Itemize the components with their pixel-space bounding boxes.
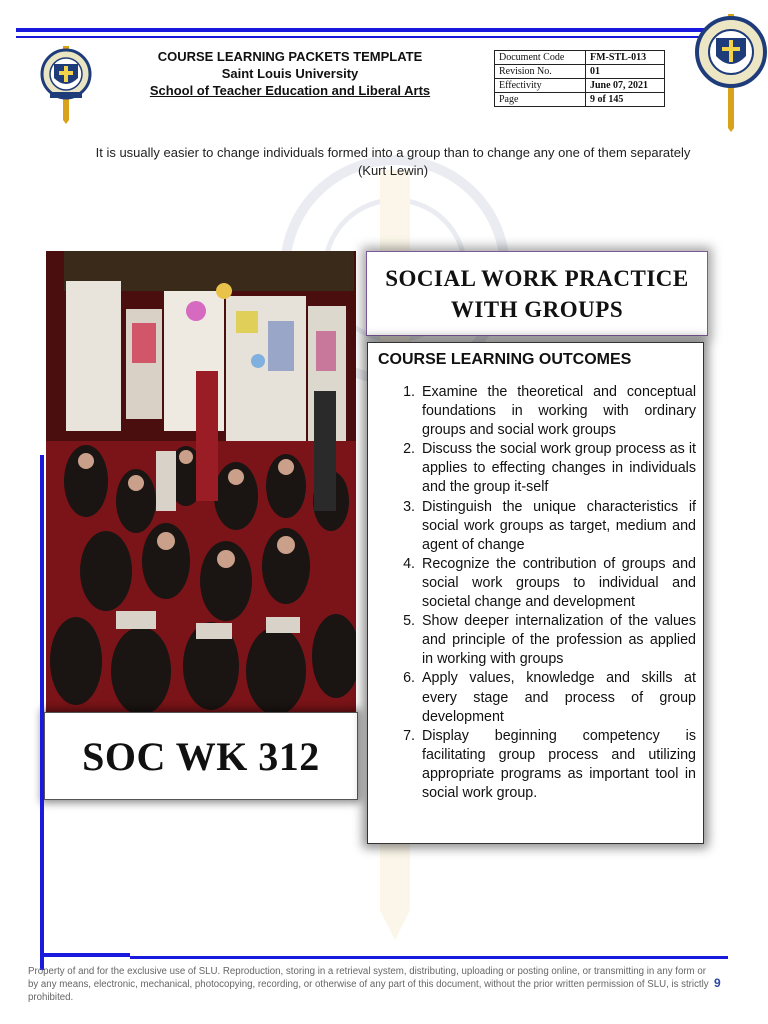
doc-info-row [495,51,665,65]
outcome-number: 1. [403,384,415,400]
outcome-text: Apply values, knowledge and skills at every stage and process of group development [422,670,696,725]
department-name: School of Teacher Education and Liberal Arts [149,83,431,98]
doc-info-label: Page [495,93,586,107]
outcome-item [376,440,696,497]
doc-info-value: FM-STL-013 [586,51,665,65]
doc-info-value: 9 of 145 [586,93,665,107]
outcome-number: 6. [403,670,415,687]
university-name: Saint Louis University [221,66,359,81]
group-session-photo [46,251,356,719]
outcome-text: Distinguish the unique characteristics if social work groups as target, medium and agent of change [422,498,696,553]
doc-info-label: Revision No. [495,65,586,79]
outcome-text: Recognize the contribution of groups and social work groups to individual and societal change and development [422,555,696,611]
slu-seal-icon [694,10,768,132]
doc-info-value: 01 [586,65,665,79]
outcome-item [376,612,696,669]
outcome-number: 4. [403,555,415,572]
course-title-line: SOCIAL WORK PRACTICE [385,265,689,291]
doc-info-value: June 07, 2021 [586,79,665,93]
page-number: 9 [714,976,721,990]
left-accent-bar [40,455,44,970]
doc-info-row [495,93,665,107]
course-code-box [44,712,358,800]
doc-info-label: Document Code [495,51,586,65]
learning-outcomes-box [367,342,704,844]
slu-crest-icon [36,44,96,124]
outcome-number: 3. [403,498,415,515]
outcome-item [376,555,696,612]
doc-info-row [495,65,665,79]
outcome-text: Display beginning competency is facilitating group process and utilizing appropriate programs as important tool in social work group. [422,727,696,801]
header-text-block [120,48,460,99]
outcome-number: 7. [403,727,415,744]
doc-info-label: Effectivity [495,79,586,93]
document-info-table [494,50,665,107]
outcome-number: 5. [403,613,415,630]
outcome-item [376,669,696,726]
outcome-text: Show deeper internalization of the values and principle of the profession as applied in working with groups [422,613,696,668]
outcomes-heading: COURSE LEARNING OUTCOMES [378,351,632,368]
outcome-item [376,383,696,440]
footer-rule-thick [44,953,130,957]
course-title-box [366,251,708,336]
outcome-text: Discuss the social work group process as it applies to effecting changes in individuals and the group it-self [422,441,696,496]
course-title-line: WITH GROUPS [450,296,624,322]
template-title: COURSE LEARNING PACKETS TEMPLATE [157,49,423,64]
header-rule-bottom [16,36,722,38]
doc-info-row [495,79,665,93]
outcome-item [376,498,696,555]
header-rule-top [16,28,722,32]
outcome-text: Examine the theoretical and conceptual foundations in working with ordinary groups and social work groups [422,384,696,439]
outcome-number: 2. [403,441,415,458]
outcome-item [376,727,696,803]
footer-rule [130,956,728,959]
course-code: SOC WK 312 [82,733,320,779]
course-title [385,263,689,325]
epigraph-quote: It is usually easier to change individuals formed into a group than to change any one of them separately (Kurt Lewin) [95,145,691,178]
copyright-notice: Property of and for the exclusive use of SLU. Reproduction, storing in a retrieval system, distributing, uploading or posting online, or transmitting in any form or by any means, electronic, mechanical, photocopying, recording, or otherwise of any part of this document, without the prior written permission of SLU, is strictly prohibited. [28,966,709,1003]
outcomes-list [376,383,696,803]
